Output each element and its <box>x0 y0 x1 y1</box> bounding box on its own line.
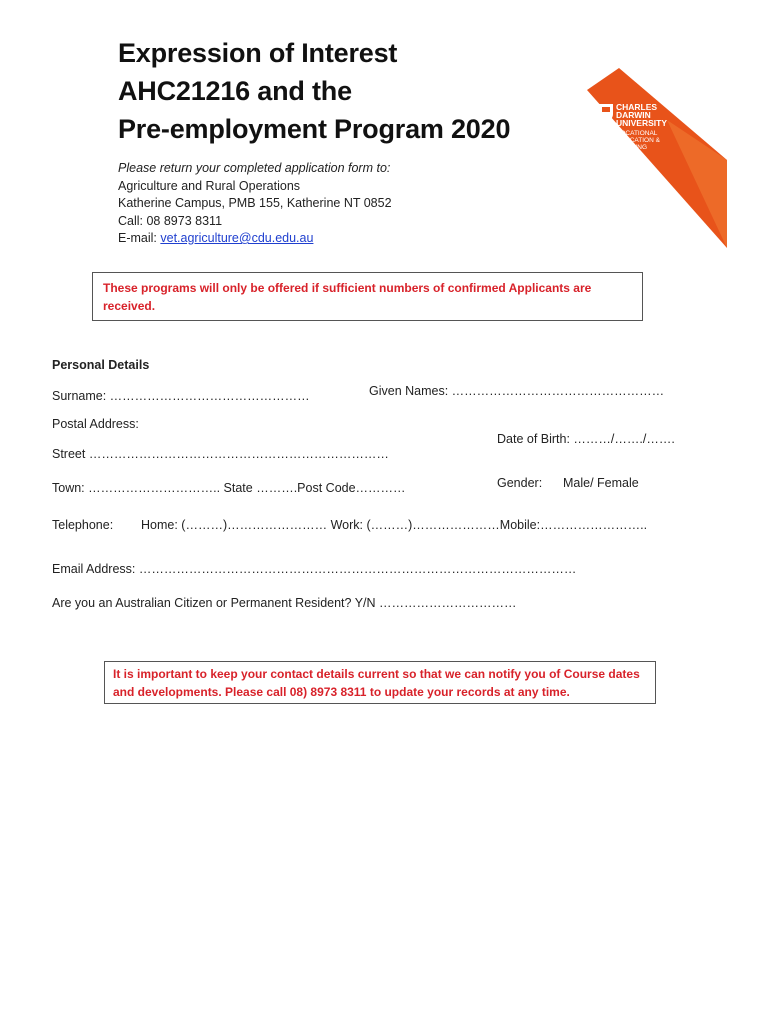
logo-shape <box>587 68 727 248</box>
notice2-line-2: and developments. Please call 08) 8973 8311 to update your records at any time. <box>113 685 570 699</box>
logo-text-3: UNIVERSITY <box>616 118 668 128</box>
contact-email-label: E-mail: <box>118 231 161 245</box>
cdu-logo <box>587 68 727 248</box>
logo-text-4: VOCATIONAL <box>616 130 658 137</box>
gender-label: Gender: <box>497 476 543 490</box>
contact-call: Call: 08 8973 8311 <box>118 213 223 228</box>
logo-text-2: DARWIN <box>616 110 651 120</box>
contact-email-link[interactable]: vet.agriculture@cdu.edu.au <box>160 231 314 245</box>
notice-keep-details-current <box>104 661 656 704</box>
section-heading-personal-details: Personal Details <box>52 358 150 372</box>
title-line-1: Expression of Interest <box>118 38 398 68</box>
email-address-field[interactable]: Email Address: …………………………………………………………………………………………… <box>52 562 577 576</box>
contact-dept: Agriculture and Rural Operations <box>118 178 301 193</box>
town-state-postcode-field[interactable]: Town: ………………………….. State ……….Post Code………… <box>52 481 406 495</box>
logo-text-1: CHARLES <box>616 102 658 112</box>
logo-text-5: EDUCATION & <box>616 137 660 144</box>
logo-text-6: TRAINING <box>616 144 648 151</box>
citizenship-field[interactable]: Are you an Australian Citizen or Permanent Resident? Y/N …………………………… <box>52 596 517 610</box>
street-field[interactable]: Street ……………………………………………………………… <box>52 447 389 461</box>
title-line-2: AHC21216 and the <box>118 76 352 106</box>
telephone-label: Telephone: <box>52 518 114 532</box>
notice1-line-1: These programs will only be offered if sufficient numbers of confirmed Applicants are <box>103 281 592 295</box>
contact-address: Katherine Campus, PMB 155, Katherine NT 0852 <box>118 196 392 210</box>
notice2-line-1: It is important to keep your contact details current so that we can notify you of Course dates <box>113 667 640 681</box>
postal-address-label: Postal Address: <box>52 417 139 431</box>
gender-options[interactable]: Male/ Female <box>563 476 639 490</box>
contact-intro: Please return your completed application form to: <box>118 161 391 175</box>
telephone-fields[interactable]: Home: (………)…………………… Work: (………)…………………Mobile:…………………….. <box>141 518 648 532</box>
contact-block <box>118 160 392 248</box>
notice-offer-conditions <box>92 272 643 321</box>
notice1-line-2: received. <box>103 299 156 313</box>
surname-field[interactable]: Surname: ………………………………………… <box>52 389 310 403</box>
contact-email-row <box>118 230 392 248</box>
given-names-field[interactable]: Given Names: …………………………………………… <box>369 384 665 398</box>
date-of-birth-field[interactable]: Date of Birth: ………/……./……. <box>497 432 675 446</box>
title-line-3: Pre-employment Program 2020 <box>118 114 511 144</box>
